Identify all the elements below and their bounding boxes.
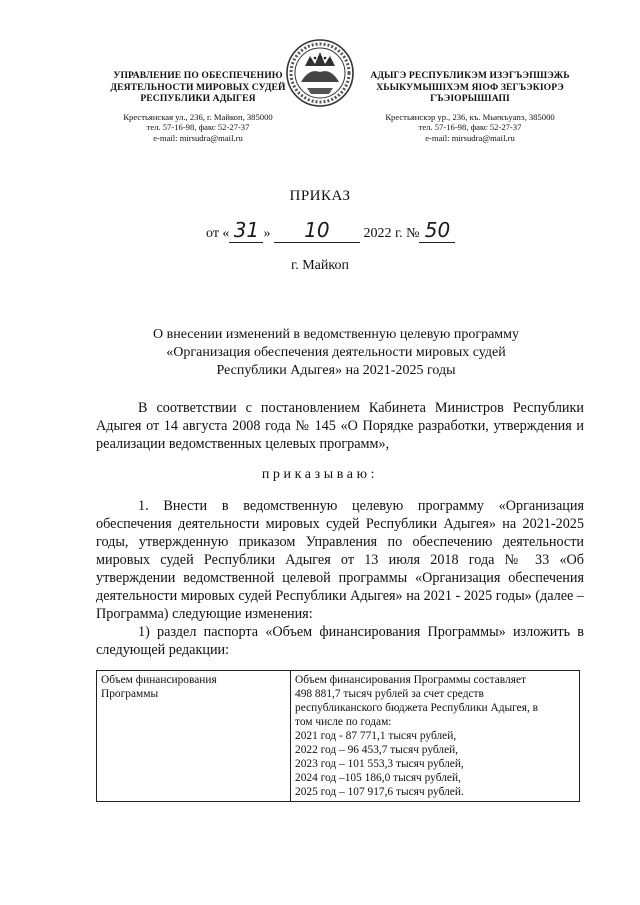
cell-line: 2024 год –105 186,0 тысяч рублей,: [295, 772, 461, 784]
item-1-paragraph: 1. Внести в ведомственную целевую программу «Организация обеспечения деятельности мировых судей Республики Адыгея» на 2021-2025 годы, утвержденную приказом Управления по обеспечению деятельности мировых судей Республики Адыгея от 13 июля 2018 года № 33 «Об утверждении ведомственной целевой программы «Организация обеспечения деятельности мировых судей Республики Адыгея» на 2021 - 2025 годы» (далее – Программа) следующие изменения:: [96, 498, 584, 622]
phone: тел. 57-16-98, факс 52-27-37: [418, 122, 522, 133]
org-line: ГЪЭІОРЫШІАПІ: [430, 93, 510, 105]
cell-line: 2021 год - 87 771,1 тысяч рублей,: [295, 730, 457, 742]
order-word: приказываю:: [261, 467, 379, 482]
subject-line: «Организация обеспечения деятельности мировых судей: [166, 345, 506, 360]
cell-line: 498 881,7 тысяч рублей за счет средств: [295, 688, 484, 700]
cell-line: Программы: [101, 688, 159, 700]
cell-line: 2022 год – 96 453,7 тысяч рублей,: [295, 744, 459, 756]
coat-of-arms-emblem: [285, 38, 355, 108]
document-title: ПРИКАЗ: [289, 188, 351, 204]
subject-line: Республики Адыгея» на 2021-2025 годы: [216, 363, 456, 378]
email: e-mail: mirsudra@mail.ru: [425, 132, 515, 143]
header-right: [360, 70, 580, 144]
contacts-ady: [360, 112, 580, 144]
org-line: УПРАВЛЕНИЕ ПО ОБЕСПЕЧЕНИЮ: [113, 70, 283, 81]
org-line: РЕСПУБЛИКИ АДЫГЕЯ: [140, 93, 256, 105]
contacts-ru: [88, 112, 308, 144]
email: e-mail: mirsudra@mail.ru: [153, 132, 243, 143]
cell-line: Объем финансирования: [101, 674, 217, 686]
cell-line: 2025 год – 107 917,6 тысяч рублей.: [295, 786, 464, 798]
header-left: [88, 70, 308, 144]
org-name-ady: [360, 70, 580, 105]
order-number: 50: [419, 218, 455, 243]
order-day: 31: [229, 218, 263, 243]
address: Крестьянскэр ур., 236, къ. Мыекъуапэ, 385000: [385, 111, 555, 122]
address: Крестьянская ул., 236, г. Майкоп, 385000: [123, 111, 273, 122]
cell-line: 2023 год – 101 553,3 тысяч рублей,: [295, 758, 464, 770]
phone: тел. 57-16-98, факс 52-27-37: [146, 122, 250, 133]
cell-line: том числе по годам:: [295, 716, 392, 728]
cell-line: Объем финансирования Программы составляет: [295, 674, 526, 686]
org-line: АДЫГЭ РЕСПУБЛИКЭМ ИЗЭГЪЭПШЭЖЬ: [370, 70, 570, 81]
table-row: [97, 671, 580, 802]
preamble-paragraph: В соответствии с постановлением Кабинета Министров Республики Адыгея от 14 августа 2008 года № 145 «О Порядке разработки, утверждения и реализации ведомственных целевых программ»,: [96, 400, 584, 452]
cell-line: республиканского бюджета Республики Адыгея, в: [295, 702, 539, 714]
table-cell-label: [97, 671, 291, 802]
order-dateline: [206, 218, 455, 243]
table-cell-value: [291, 671, 580, 802]
org-name-ru: [88, 70, 308, 105]
date-mid: »: [263, 226, 271, 241]
org-line: ДЕЯТЕЛЬНОСТИ МИРОВЫХ СУДЕЙ: [110, 81, 286, 93]
financing-table: [96, 670, 580, 802]
date-year: 2022 г. №: [363, 226, 420, 241]
city: г. Майкоп: [291, 258, 349, 273]
subject-line: О внесении изменений в ведомственную целевую программу: [153, 327, 519, 342]
org-line: ХЬЫКУМЫШІХЭМ ЯІОФ ЗЕГЪЭКІОРЭ: [376, 81, 564, 93]
order-month: 10: [274, 218, 360, 243]
item-1-1-paragraph: 1) раздел паспорта «Объем финансирования Программы» изложить в следующей редакции:: [96, 624, 584, 658]
order-subject: [96, 326, 576, 380]
date-prefix: от «: [206, 226, 230, 241]
